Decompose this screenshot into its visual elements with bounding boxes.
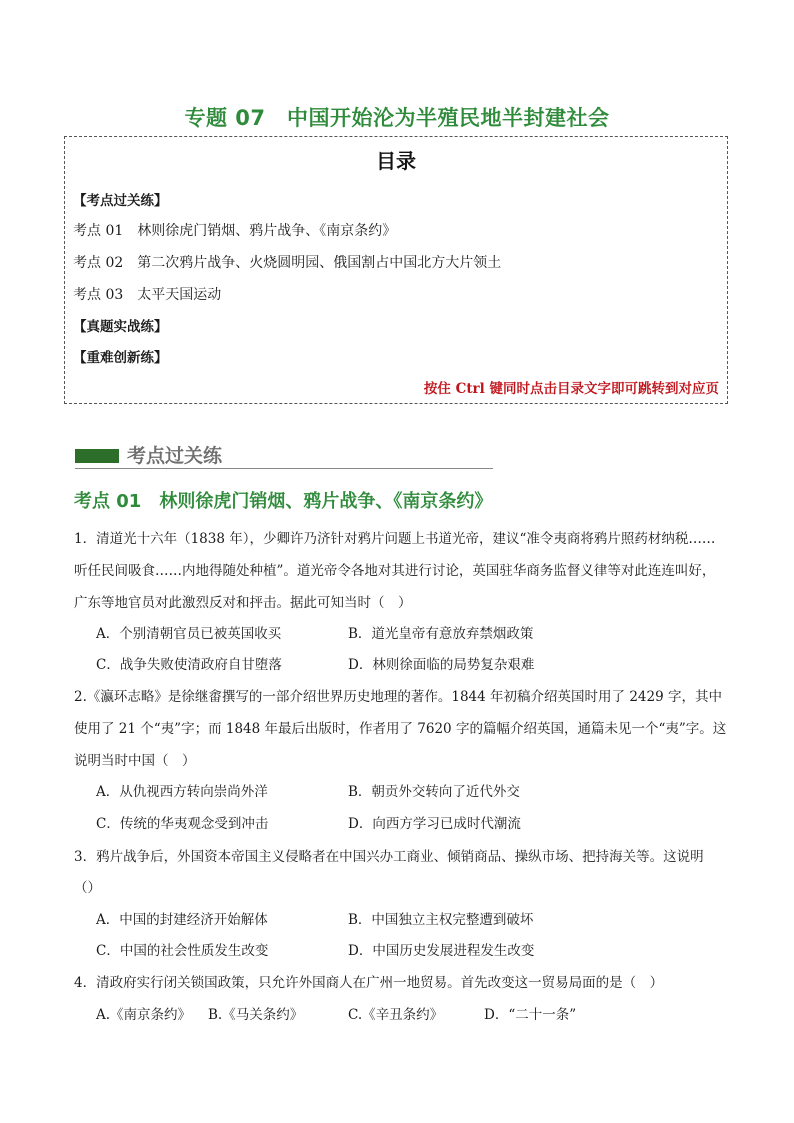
question-3-option-d[interactable]: D．中国历史发展进程发生改变 bbox=[348, 943, 535, 959]
toc-item-02[interactable]: 考点 02 第二次鸦片战争、火烧圆明园、俄国割占中国北方大片领土 bbox=[73, 255, 502, 271]
question-4-option-a[interactable]: A.《南京条约》 bbox=[96, 1007, 192, 1023]
toc-item-03[interactable]: 考点 03 太平天国运动 bbox=[73, 287, 222, 303]
question-1-line-1: 1．清道光十六年（1838 年），少卿许乃济针对鸦片问题上书道光帝，建议“准令夷商将鸦片照药材纳税…… bbox=[74, 531, 716, 547]
question-2-line-2: 使用了 21 个“夷”字；而 1848 年最后出版时，作者用了 7620 字的篇幅介绍英国，通篇未见一个“夷”字。这 bbox=[74, 721, 727, 737]
banner-bar bbox=[75, 449, 119, 463]
question-2-option-c[interactable]: C．传统的华夷观念受到冲击 bbox=[96, 816, 269, 832]
question-2-option-b[interactable]: B．朝贡外交转向了近代外交 bbox=[348, 784, 520, 800]
toc-section-innovation[interactable]: 【重难创新练】 bbox=[73, 350, 168, 366]
banner-text: 考点过关练 bbox=[127, 445, 223, 467]
knowledge-point-heading: 考点 01 林则徐虎门销烟、鸦片战争、《南京条约》 bbox=[74, 491, 493, 512]
section-banner bbox=[75, 440, 493, 470]
question-4-option-c[interactable]: C.《辛丑条约》 bbox=[348, 1007, 444, 1023]
question-4-line-1: 4．清政府实行闭关锁国政策，只允许外国商人在广州一地贸易。首先改变这一贸易局面的是（ ） bbox=[74, 975, 664, 991]
question-3-line-1: 3．鸦片战争后，外国资本帝国主义侵略者在中国兴办工商业、倾销商品、操纵市场、把持海关等。这说明 bbox=[74, 849, 704, 865]
question-1-option-c[interactable]: C．战争失败使清政府自甘堕落 bbox=[96, 657, 282, 673]
question-3-option-c[interactable]: C．中国的社会性质发生改变 bbox=[96, 943, 269, 959]
toc-section-practice[interactable]: 【考点过关练】 bbox=[73, 193, 168, 209]
question-2-line-1: 2.《瀛环志略》是徐继畬撰写的一部介绍世界历史地理的著作。1844 年初稿介绍英国时用了 2429 字，其中 bbox=[74, 689, 722, 705]
question-1-option-a[interactable]: A．个别清朝官员已被英国收买 bbox=[96, 626, 282, 642]
toc-item-01[interactable]: 考点 01 林则徐虎门销烟、鸦片战争、《南京条约》 bbox=[73, 223, 397, 239]
question-4-option-b[interactable]: B.《马关条约》 bbox=[208, 1007, 304, 1023]
question-4-option-d[interactable]: D．“二十一条” bbox=[484, 1007, 577, 1023]
question-1-line-2: 听任民间吸食……内地得随处种植”。道光帝令各地对其进行讨论，英国驻华商务监督义律等对此连连叫好， bbox=[74, 563, 716, 579]
question-1-line-3: 广东等地官员对此激烈反对和抨击。据此可知当时（ ） bbox=[74, 595, 412, 611]
toc-navigation-note: 按住 Ctrl 键同时点击目录文字即可跳转到对应页 bbox=[423, 381, 719, 397]
table-of-contents bbox=[64, 136, 728, 404]
toc-heading: 目录 bbox=[376, 149, 416, 173]
question-3-line-2: （） bbox=[74, 880, 101, 896]
question-2-option-d[interactable]: D．向西方学习已成时代潮流 bbox=[348, 816, 521, 832]
banner-underline bbox=[75, 468, 493, 469]
question-2-option-a[interactable]: A．从仇视西方转向崇尚外洋 bbox=[96, 784, 268, 800]
question-3-option-a[interactable]: A．中国的封建经济开始解体 bbox=[96, 912, 268, 928]
question-1-option-b[interactable]: B．道光皇帝有意放弃禁烟政策 bbox=[348, 626, 534, 642]
document-title: 专题 07 中国开始沦为半殖民地半封建社会 bbox=[184, 106, 610, 130]
question-3-option-b[interactable]: B．中国独立主权完整遭到破坏 bbox=[348, 912, 534, 928]
question-2-line-3: 说明当时中国（ ） bbox=[74, 753, 196, 769]
question-1-option-d[interactable]: D．林则徐面临的局势复杂艰难 bbox=[348, 657, 535, 673]
toc-section-real-exam[interactable]: 【真题实战练】 bbox=[73, 319, 168, 335]
